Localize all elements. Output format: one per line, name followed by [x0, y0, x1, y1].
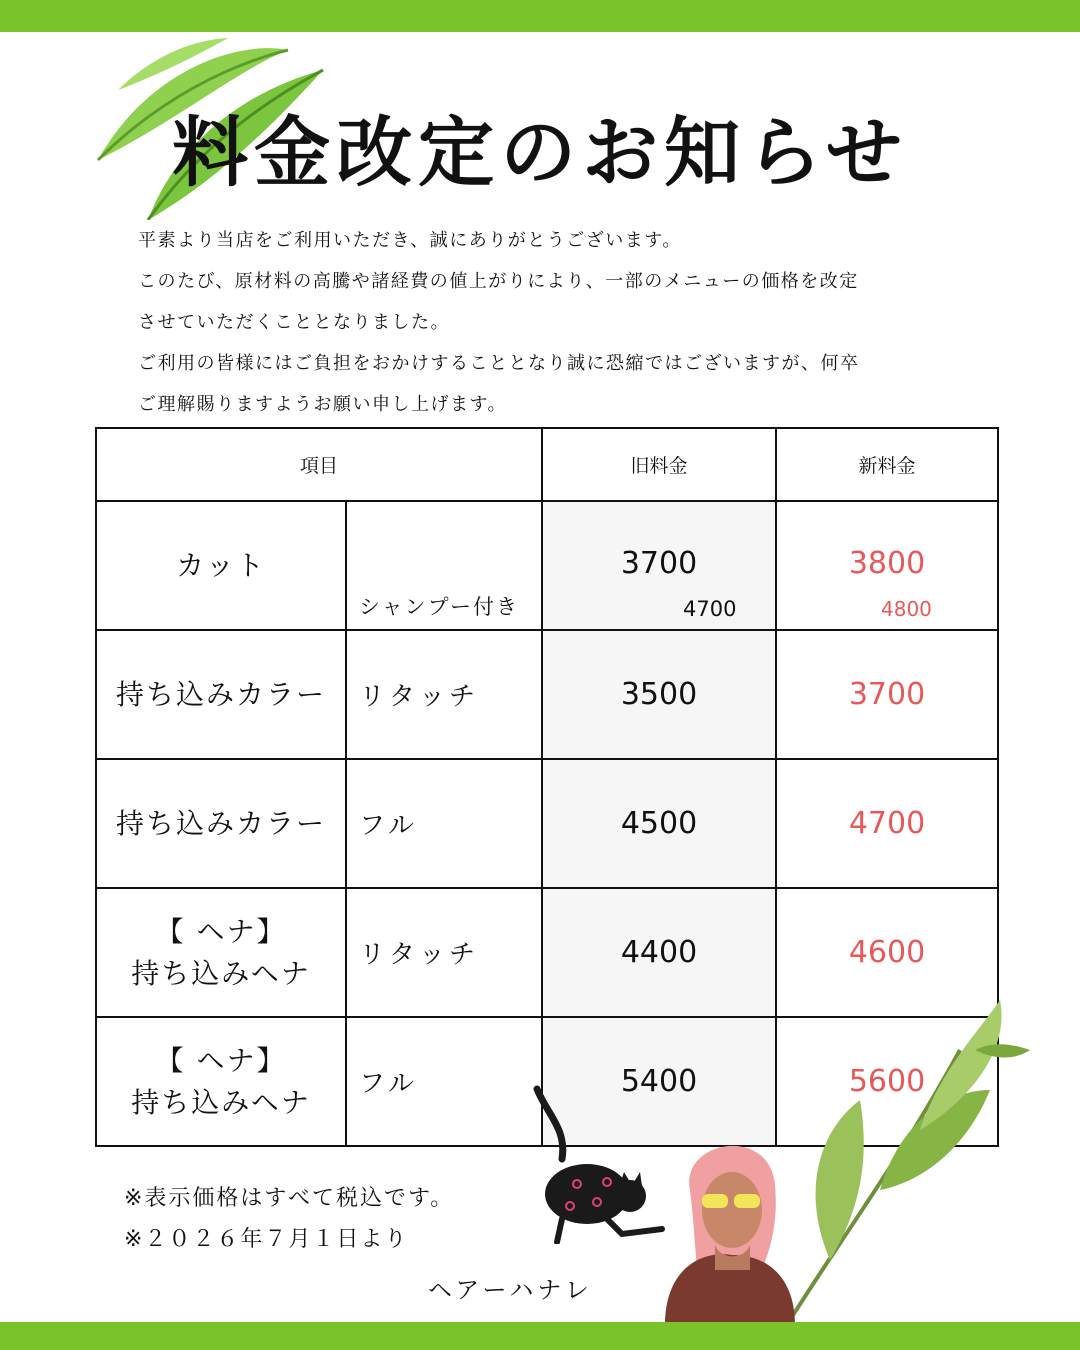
item-variant-note: シャンプー付き [359, 595, 519, 619]
tax-note: ※表示価格はすべて税込です。 [124, 1186, 455, 1211]
old-price: 4500 [542, 759, 776, 888]
old-price: 4400 [542, 888, 776, 1017]
top-border-bar [0, 0, 1080, 32]
item-variant: リタッチ [346, 630, 542, 759]
old-price: 3700 [620, 546, 698, 581]
new-price: 3700 [776, 630, 998, 759]
item-variant [346, 501, 542, 630]
woman-illustration [660, 1130, 800, 1325]
item-name: カット [96, 501, 346, 630]
leaf-branch-illustration [760, 990, 1040, 1320]
item-variant: リタッチ [346, 888, 542, 1017]
cat-illustration [522, 1084, 672, 1244]
new-price: 3800 [848, 546, 926, 581]
table-header-row [96, 428, 998, 501]
intro-text [138, 226, 938, 431]
item-category: 【 ヘナ】 [155, 1043, 287, 1077]
intro-line: させていただくこととなりました。 [138, 312, 450, 333]
new-price: 5600 [776, 1017, 998, 1146]
old-price: 3500 [542, 630, 776, 759]
notes [124, 1182, 454, 1264]
header-item: 項目 [96, 428, 542, 501]
item-name [96, 1017, 346, 1146]
item-name-line: 持ち込みヘナ [131, 1085, 311, 1119]
item-name [96, 888, 346, 1017]
intro-line: ご利用の皆様にはご負担をおかけすることとなり誠に恐縮ではございますが、何卒 [138, 353, 860, 374]
intro-line: このたび、原材料の高騰や諸経費の値上がりにより、一部のメニューの価格を改定 [138, 271, 859, 292]
item-variant: フル [346, 1017, 542, 1146]
item-variant: フル [346, 759, 542, 888]
old-price: 5400 [542, 1017, 776, 1146]
intro-line: ご理解賜りますようお願い申し上げます。 [138, 394, 508, 415]
effective-date-note: ※２０２６年７月１日より [124, 1227, 409, 1252]
table-row [96, 759, 998, 888]
table-row [96, 501, 998, 630]
table-row [96, 630, 998, 759]
item-name-line: 持ち込みヘナ [131, 956, 311, 990]
header-old-price: 旧料金 [542, 428, 776, 501]
old-price-cell [542, 501, 776, 630]
old-price-with-shampoo: 4700 [683, 597, 737, 621]
page-title: 料金改定のお知らせ [172, 108, 908, 197]
item-name: 持ち込みカラー [96, 630, 346, 759]
new-price: 4700 [776, 759, 998, 888]
new-price-with-shampoo: 4800 [881, 597, 932, 621]
item-category: 【 ヘナ】 [155, 914, 287, 948]
item-name: 持ち込みカラー [96, 759, 346, 888]
new-price: 4600 [776, 888, 998, 1017]
bottom-border-bar [0, 1322, 1080, 1350]
intro-line: 平素より当店をご利用いただき、誠にありがとうございます。 [138, 230, 682, 251]
shop-name: ヘアーハナレ [428, 1276, 593, 1304]
header-new-price: 新料金 [776, 428, 998, 501]
new-price-cell [776, 501, 998, 630]
